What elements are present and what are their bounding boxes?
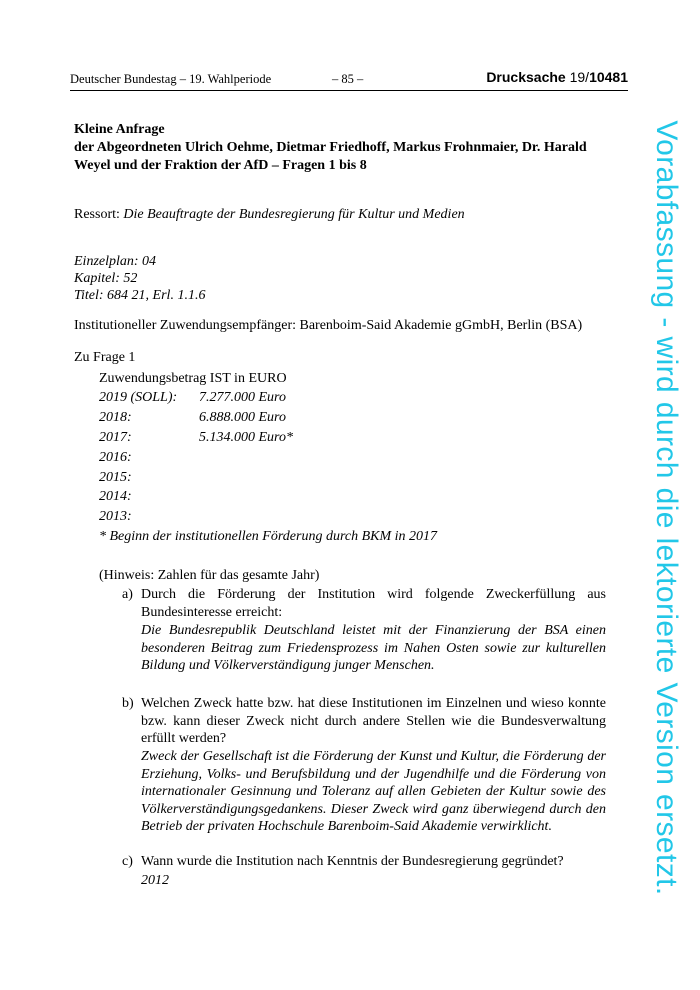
header-parliament: Deutscher Bundestag – 19. Wahlperiode [70,72,272,86]
item-c-label: c) [122,854,133,869]
header-page-number: – 85 – [332,72,364,86]
kapitel: Kapitel: 52 [74,271,138,286]
table-row: 2019 (SOLL): 7.277.000 Euro [99,390,286,405]
table-row: 2017: 5.134.000 Euro* [99,429,293,445]
page-header [70,70,628,91]
draft-watermark [643,112,689,904]
table-row: 2016: [99,449,132,465]
table-row: 2018: 6.888.000 Euro [99,409,286,425]
einzelplan: Einzelplan: 04 [74,254,157,269]
table-row: 2014: [99,489,132,505]
table-header: Zuwendungsbetrag IST in EURO [99,371,287,386]
item-b-question: Welchen Zweck hatte bzw. hat diese Institutionen im Einzelnen und wieso konnte bzw. kann dieser Zweck nicht durch andere Stellen wie die Bundesverwaltung erfüllt werden? [141,696,606,746]
ressort-line: Ressort: Die Beauftragte der Bundesregierung für Kultur und Medien [74,207,465,222]
footnote: * Beginn der institutionellen Förderung durch BKM in 2017 [99,529,438,544]
watermark-text: Vorabfassung - wird durch die lektorierte Version ersetzt. [650,120,683,896]
frage1-heading: Zu Frage 1 [74,350,136,365]
item-c-question: Wann wurde die Institution nach Kenntnis der Bundesregierung gegründet? [141,854,564,869]
table-row: 2015: [99,469,132,485]
item-b-label: b) [122,696,134,711]
titel: Titel: 684 21, Erl. 1.1.6 [74,288,206,303]
item-c-answer: 2012 [141,873,169,888]
recipient-line: Institutioneller Zuwendungsempfänger: Barenboim-Said Akademie gGmbH, Berlin (BSA) [74,318,583,333]
item-a-label: a) [122,587,133,602]
item-a-answer: Die Bundesrepublik Deutschland leistet mit der Finanzierung der BSA einen besonderen Beitrag zum Friedensprozess im Nahen Osten sowie zur kulturellen Bildung und Völkerverständigung junger Menschen. [141,623,606,673]
funding-table [99,388,399,527]
document-title: Kleine Anfrage der Abgeordneten Ulrich Oehme, Dietmar Friedhoff, Markus Frohnmaier, Dr. Harald Weyel und der Fraktion der AfD – Fragen 1 bis 8 [74,122,587,173]
hint: (Hinweis: Zahlen für das gesamte Jahr) [99,568,320,583]
item-b-answer: Zweck der Gesellschaft ist die Förderung der Kunst und Kultur, die Förderung der Erziehung, Volks- und Berufsbildung und der Jugendhilfe und die Förderung von internationaler Gesinnung und Toleranz auf allen Gebieten der Kultur sowie des Völkerverständigungsgedankens. Dieser Zweck wird ganz überwiegend durch den Betrieb der privaten Hochschule Barenboim-Said Akademie verwirklicht. [141,749,606,834]
table-row: 2013: [99,509,132,525]
item-a-question: Durch die Förderung der Institution wird folgende Zweckerfüllung aus Bundesinteresse erreicht: [141,587,606,620]
header-drucksache: Drucksache 19/10481 [486,69,628,85]
